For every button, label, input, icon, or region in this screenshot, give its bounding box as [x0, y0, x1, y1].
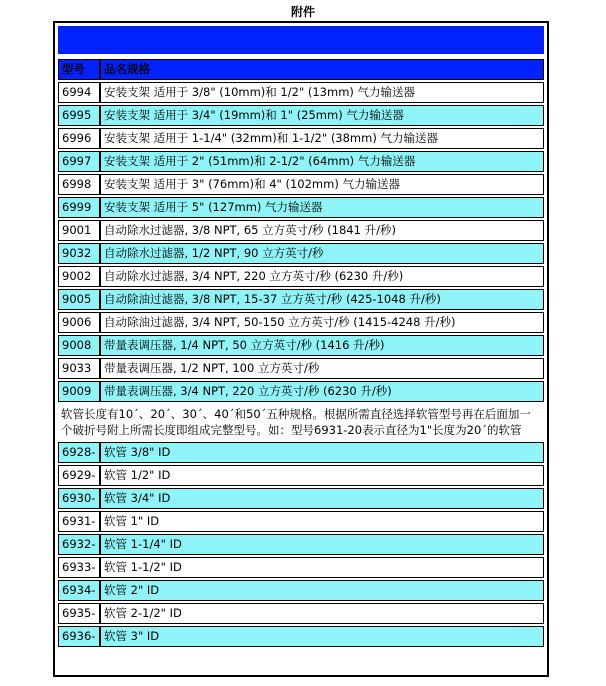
table-row: [58, 603, 544, 624]
spec-cell: 自动除油过滤器, 3/4 NPT, 50-150 立方英寸/秒 (1415-4248 升/秒): [100, 312, 544, 333]
spec-cell: 安装支架 适用于 2" (51mm)和 2-1/2" (64mm) 气力输送器: [100, 151, 544, 172]
accessories-table-frame: [53, 21, 549, 677]
table-row: [58, 220, 544, 241]
model-cell: 6931-: [58, 511, 100, 532]
table-row: [58, 197, 544, 218]
model-cell: 6928-: [58, 442, 100, 463]
table-row: [58, 151, 544, 172]
table-row: [58, 488, 544, 509]
spec-cell: 自动除油过滤器, 3/8 NPT, 15-37 立方英寸/秒 (425-1048 升/秒): [100, 289, 544, 310]
model-cell: 9008: [58, 335, 100, 356]
spec-cell: 软管 1-1/2" ID: [100, 557, 544, 578]
model-cell: 6996: [58, 128, 100, 149]
table-row: [58, 82, 544, 103]
table-row: [58, 266, 544, 287]
spec-cell: 软管 1-1/4" ID: [100, 534, 544, 555]
spec-cell: 软管 3/8" ID: [100, 442, 544, 463]
table-row: [58, 580, 544, 601]
model-cell: 6997: [58, 151, 100, 172]
model-cell: 6929-: [58, 465, 100, 486]
model-cell: 6932-: [58, 534, 100, 555]
table-row: [58, 557, 544, 578]
spec-cell: 安装支架 适用于 5" (127mm) 气力输送器: [100, 197, 544, 218]
spec-cell: 安装支架 适用于 3" (76mm)和 4" (102mm) 气力输送器: [100, 174, 544, 195]
model-cell: 9033: [58, 358, 100, 379]
model-cell: 6933-: [58, 557, 100, 578]
spec-cell: 安装支架 适用于 3/4" (19mm)和 1" (25mm) 气力输送器: [100, 105, 544, 126]
spec-cell: 软管 3/4" ID: [100, 488, 544, 509]
spec-cell: 软管 2" ID: [100, 580, 544, 601]
table-row: [58, 465, 544, 486]
table-row: [58, 442, 544, 463]
model-cell: 9001: [58, 220, 100, 241]
spec-cell: 软管 1/2" ID: [100, 465, 544, 486]
spec-cell: 安装支架 适用于 3/8" (10mm)和 1/2" (13mm) 气力输送器: [100, 82, 544, 103]
table-row: [58, 626, 544, 647]
model-cell: 9032: [58, 243, 100, 264]
table-row: [58, 358, 544, 379]
table-row: [58, 511, 544, 532]
table-row: [58, 312, 544, 333]
model-cell: 9002: [58, 266, 100, 287]
model-cell: 6998: [58, 174, 100, 195]
table-row: [58, 381, 544, 402]
page-title: 附件: [290, 5, 315, 19]
spec-cell: 带量表调压器, 1/2 NPT, 100 立方英寸/秒: [100, 358, 544, 379]
hose-length-note: 软管长度有10´、20´、30´、40´和50´五种规格。根据所需直径选择软管型号再在后面加一个破折号附上所需长度即组成完整型号。如：型号6931-20表示直径为1"长度为20´的软管: [58, 404, 544, 440]
table-title-bar: [58, 26, 544, 54]
model-cell: 6936-: [58, 626, 100, 647]
accessories-table: [58, 57, 544, 649]
spec-cell: 自动除水过滤器, 1/2 NPT, 90 立方英寸/秒: [100, 243, 544, 264]
note-row: [58, 404, 544, 440]
model-cell: 9009: [58, 381, 100, 402]
table-row: [58, 534, 544, 555]
spec-cell: 软管 3" ID: [100, 626, 544, 647]
table-row: [58, 335, 544, 356]
model-cell: 6994: [58, 82, 100, 103]
spec-column-header: 品名规格: [100, 59, 544, 80]
model-cell: 6934-: [58, 580, 100, 601]
model-cell: 9006: [58, 312, 100, 333]
table-row: [58, 174, 544, 195]
spec-cell: 软管 1" ID: [100, 511, 544, 532]
model-cell: 6930-: [58, 488, 100, 509]
spec-cell: 自动除水过滤器, 3/4 NPT, 220 立方英寸/秒 (6230 升/秒): [100, 266, 544, 287]
model-cell: 6995: [58, 105, 100, 126]
model-cell: 9005: [58, 289, 100, 310]
spec-cell: 安装支架 适用于 1-1/4" (32mm)和 1-1/2" (38mm) 气力输送器: [100, 128, 544, 149]
spec-cell: 自动除水过滤器, 3/8 NPT, 65 立方英寸/秒 (1841 升/秒): [100, 220, 544, 241]
model-column-header: 型号: [58, 59, 100, 80]
spec-cell: 带量表调压器, 1/4 NPT, 50 立方英寸/秒 (1416 升/秒): [100, 335, 544, 356]
table-row: [58, 128, 544, 149]
model-cell: 6999: [58, 197, 100, 218]
spec-cell: 带量表调压器, 3/4 NPT, 220 立方英寸/秒 (6230 升/秒): [100, 381, 544, 402]
model-cell: 6935-: [58, 603, 100, 624]
table-header-row: [58, 59, 544, 80]
table-row: [58, 243, 544, 264]
table-row: [58, 105, 544, 126]
table-row: [58, 289, 544, 310]
spec-cell: 软管 2-1/2" ID: [100, 603, 544, 624]
